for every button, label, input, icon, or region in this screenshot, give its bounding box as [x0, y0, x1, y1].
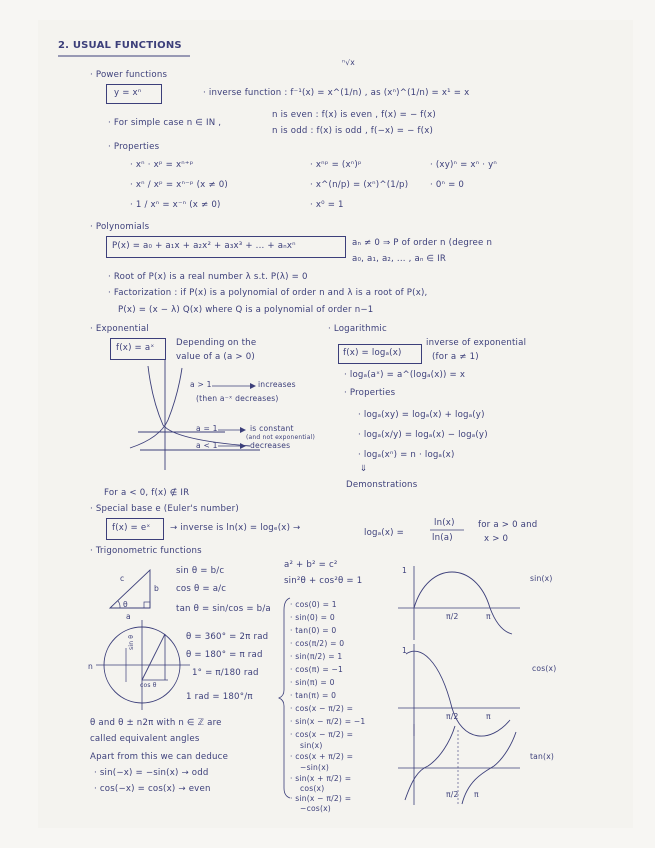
poly-factorization: · Factorization : if P(x) is a polynomial of order n and λ is a root of P(x),	[108, 288, 428, 298]
exp-case-3-result: decreases	[250, 441, 291, 450]
power-odd: n is odd : f(x) is odd , f(−x) = − f(x)	[272, 126, 434, 136]
tan-curve-1	[405, 726, 455, 800]
trig-value-8: · tan(π) = 0	[290, 691, 337, 700]
trig-value-5: · sin(π/2) = 1	[290, 652, 343, 661]
tan-graph-pi2: π/2	[446, 790, 459, 799]
trig-cos-def: cos θ = a/c	[176, 584, 227, 594]
triangle-c: c	[120, 574, 125, 583]
trig-value-11: · cos(x − π/2) =	[290, 730, 354, 739]
trig-value-9: · cos(x − π/2) =	[290, 704, 354, 713]
trig-value-6: · cos(π) = −1	[290, 665, 344, 674]
power-inverse: · inverse function : f⁻¹(x) = x^(1/n) , as (xⁿ)^(1/n) = x¹ = x	[203, 88, 470, 98]
power-prop-1: · xⁿ · xᵖ = xⁿ⁺ᵖ	[130, 160, 194, 170]
trig-value-16: cos(x)	[300, 784, 325, 793]
sin-curve	[414, 572, 512, 634]
cos-even: · cos(−x) = cos(x) → even	[94, 784, 211, 794]
log-inverse: inverse of exponential	[426, 338, 527, 348]
trig-value-4: · cos(π/2) = 0	[290, 639, 345, 648]
poly-order-note: aₙ ≠ 0 ⇒ P of order n (degree n	[352, 238, 493, 248]
trig-sin-def: sin θ = b/c	[176, 566, 225, 576]
log-prop-1: · logₐ(xy) = logₐ(x) + logₐ(y)	[358, 410, 485, 420]
sin-graph-pi: π	[486, 612, 491, 621]
power-even: n is even : f(x) is even , f(x) = − f(x)	[272, 110, 436, 120]
poly-coefficients-note: a₀, a₁, a₂, ... , aₙ ∈ IR	[352, 254, 447, 264]
exp-case-3-cond: a < 1	[196, 441, 218, 450]
trig-value-3: · tan(0) = 0	[290, 626, 337, 635]
poly-root: · Root of P(x) is a real number λ s.t. P(λ) = 0	[108, 272, 308, 282]
trig-value-2: · sin(0) = 0	[290, 613, 335, 622]
exp-case-2-note: (and not exponential)	[246, 434, 316, 441]
change-of-base: logₐ(x) =	[364, 528, 404, 538]
exp-case-2-cond: a = 1	[196, 424, 218, 433]
change-of-base-den: ln(a)	[432, 533, 453, 543]
change-of-base-num: ln(x)	[434, 518, 455, 528]
log-formula: f(x) = logₐ(x)	[343, 348, 402, 358]
log-arrow: ⇓	[360, 464, 368, 474]
exp-depending-2: value of a (a > 0)	[176, 352, 255, 362]
power-prop-5: · x^(n/p) = (xⁿ)^(1/p)	[310, 180, 409, 190]
exp-case-1-result: increases	[258, 380, 296, 389]
e-inverse: → inverse is ln(x) = logₑ(x) →	[170, 523, 301, 533]
equivalent-angles-1: θ and θ ± n2π with n ∈ ℤ are	[90, 718, 222, 728]
triangle-a: a	[126, 612, 131, 621]
exp-heading: · Exponential	[90, 324, 149, 334]
poly-factorization-cont: P(x) = (x − λ) Q(x) where Q is a polynomial of order n−1	[118, 305, 374, 315]
trig-value-7: · sin(π) = 0	[290, 678, 335, 687]
log-prop-2: · logₐ(x/y) = logₐ(x) − logₐ(y)	[358, 430, 488, 440]
trig-value-1: · cos(0) = 1	[290, 600, 337, 609]
change-of-base-cond-1: for a > 0 and	[478, 520, 538, 530]
power-prop-7: · (xy)ⁿ = xⁿ · yⁿ	[430, 160, 498, 170]
power-prop-2: · xⁿ / xᵖ = xⁿ⁻ᵖ (x ≠ 0)	[130, 180, 228, 190]
trig-value-18: −cos(x)	[300, 804, 331, 813]
power-prop-3: · 1 / xⁿ = x⁻ⁿ (x ≠ 0)	[130, 200, 221, 210]
sin-graph-pi2: π/2	[446, 612, 459, 621]
sin-graph-label: sin(x)	[530, 574, 553, 583]
power-simple-case: · For simple case n ∈ IN ,	[108, 118, 222, 128]
trig-value-15: · sin(x + π/2) =	[290, 774, 352, 783]
circle-sin-label: sin θ	[128, 634, 135, 650]
exp-case-2-result: is constant	[250, 424, 294, 433]
page-title: 2. USUAL FUNCTIONS	[58, 40, 182, 51]
deduce-note: Apart from this we can deduce	[90, 752, 229, 762]
log-demonstrations: Demonstrations	[346, 480, 418, 490]
cos-graph-label: cos(x)	[532, 664, 557, 673]
power-prop-6: · x⁰ = 1	[310, 200, 344, 210]
equivalent-angles-2: called equivalent angles	[90, 734, 200, 744]
log-properties-heading: · Properties	[344, 388, 396, 398]
change-of-base-cond-2: x > 0	[484, 534, 509, 544]
conversion-1: θ = 360° = 2π rad	[186, 632, 269, 642]
root-note: ⁿ√x	[342, 58, 355, 67]
circle-n-label: n	[88, 662, 94, 671]
e-formula: f(x) = eˣ	[112, 523, 151, 533]
power-prop-4: · xⁿᵖ = (xⁿ)ᵖ	[310, 160, 362, 170]
tan-graph-pi: π	[474, 790, 479, 799]
conversion-2: θ = 180° = π rad	[186, 650, 263, 660]
exp-negative-note: For a < 0, f(x) ∉ IR	[104, 488, 190, 498]
sin-odd: · sin(−x) = −sin(x) → odd	[94, 768, 209, 778]
trig-identity: sin²θ + cos²θ = 1	[284, 576, 363, 586]
exp-case-1-note: (then a⁻ˣ decreases)	[196, 394, 279, 403]
power-properties-heading: · Properties	[108, 142, 160, 152]
trig-tan-def: tan θ = sin/cos = b/a	[176, 604, 271, 614]
exp-depending-1: Depending on the	[176, 338, 257, 348]
trig-value-17: · sin(x − π/2) =	[290, 794, 352, 803]
cos-graph-pi2: π/2	[446, 712, 459, 721]
cos-graph-pi: π	[486, 712, 491, 721]
triangle-theta: θ	[123, 600, 128, 609]
power-formula: y = xⁿ	[114, 88, 142, 98]
circle-cos-label: cos θ	[140, 682, 157, 689]
poly-formula: P(x) = a₀ + a₁x + a₂x² + a₃x³ + ... + aₙxⁿ	[112, 241, 296, 251]
log-prop-3: · logₐ(xⁿ) = n · logₐ(x)	[358, 450, 455, 460]
tan-graph-label: tan(x)	[530, 752, 555, 761]
power-heading: · Power functions	[90, 70, 168, 80]
exp-formula: f(x) = aˣ	[116, 343, 155, 353]
trig-value-12: sin(x)	[300, 741, 323, 750]
conversion-3: 1° = π/180 rad	[192, 668, 259, 678]
cos-curve	[406, 651, 510, 736]
exp-case-1-cond: a > 1	[190, 380, 212, 389]
trig-value-14: −sin(x)	[300, 763, 330, 772]
trig-value-10: · sin(x − π/2) = −1	[290, 717, 366, 726]
trig-heading: · Trigonometric functions	[90, 546, 202, 556]
trig-value-13: · cos(x + π/2) =	[290, 752, 354, 761]
triangle-b: b	[154, 584, 160, 593]
power-prop-8: · 0ⁿ = 0	[430, 180, 465, 190]
sin-graph-one: 1	[402, 566, 408, 575]
e-heading: · Special base e (Euler's number)	[90, 504, 239, 514]
log-inverse-cond: (for a ≠ 1)	[432, 352, 479, 362]
pythagoras: a² + b² = c²	[284, 560, 338, 570]
log-identity: · logₐ(aˣ) = a^(logₐ(x)) = x	[344, 370, 466, 380]
poly-heading: · Polynomials	[90, 222, 150, 232]
conversion-4: 1 rad = 180°/π	[186, 692, 253, 702]
log-heading: · Logarithmic	[328, 324, 387, 334]
cos-graph-one: 1	[402, 646, 408, 655]
